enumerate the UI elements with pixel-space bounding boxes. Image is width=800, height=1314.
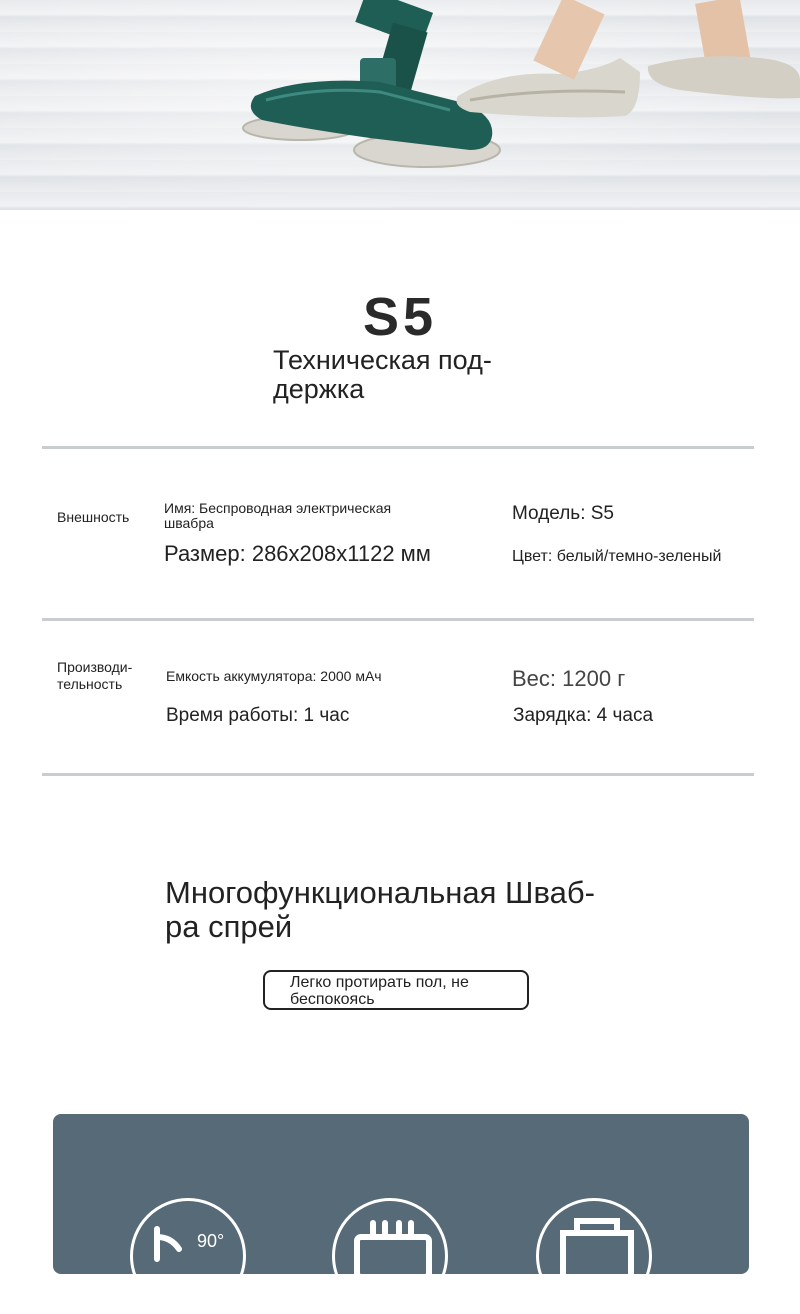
tagline-badge: Легко протирать пол, не беспокоясь	[263, 970, 529, 1010]
water-tank-icon-graphic	[539, 1201, 652, 1314]
spec-group-appearance-label: Внешность	[57, 509, 130, 525]
battery-icon	[332, 1198, 448, 1314]
spec-color: Цвет: белый/темно-зеленый	[512, 548, 722, 565]
hero-product-photo	[0, 0, 800, 210]
feature-heading: Многофункциональная Шваб- ра спрей	[165, 875, 595, 944]
spec-size: Размер: 286x208x1122 мм	[164, 541, 431, 566]
spec-charging: Зарядка: 4 часа	[513, 705, 654, 726]
rotation-90-icon	[130, 1198, 246, 1314]
water-tank-icon	[536, 1198, 652, 1314]
spec-runtime: Время работы: 1 час	[166, 705, 350, 726]
divider	[42, 773, 754, 776]
support-title: Техническая под- держка	[273, 345, 492, 404]
spec-weight: Вес: 1200 г	[512, 666, 626, 691]
model-title: S5	[362, 287, 438, 347]
spec-name: Имя: Беспроводная электрическая швабра	[164, 500, 392, 531]
spec-battery: Емкость аккумулятора: 2000 мАч	[166, 668, 382, 684]
rotation-90-icon-graphic	[133, 1201, 246, 1314]
divider	[42, 446, 754, 449]
divider	[42, 618, 754, 621]
electric-mop-illustration	[0, 0, 800, 210]
spec-group-performance-label: Производи- тельность	[57, 659, 133, 692]
spec-model: Модель: S5	[512, 503, 614, 524]
battery-icon-graphic	[335, 1201, 448, 1314]
rotation-90-label: 90°	[197, 1231, 225, 1251]
